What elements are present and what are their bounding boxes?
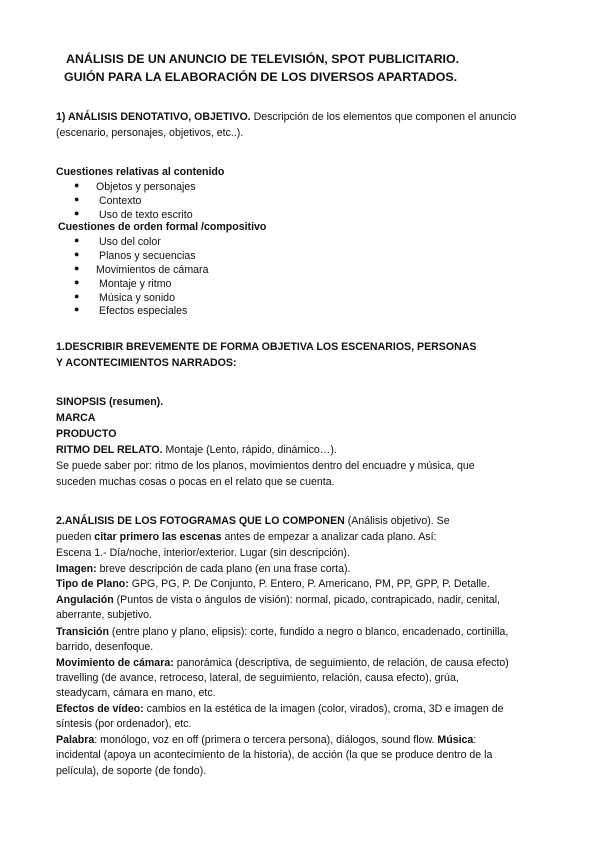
formal-heading: Cuestiones de orden formal /compositivo xyxy=(58,221,267,233)
document-page: ANÁLISIS DE UN ANUNCIO DE TELEVISIÓN, SPOT PUBLICITARIO. GUIÓN PARA LA ELABORACIÓN DE LOS DIVERSOS APARTADOS. 1) ANÁLISIS DENOTATIVO, OBJETIVO. Descripción de los elementos que componen el anuncio (escenario, personajes, objetivos, etc..). Cuestiones relativas al contenido ● Objetos y personajes ● Contexto ● Uso de texto escrito Cuestiones de orden formal /compositivo ● Uso del color ● Planos y secuencias ● Movimientos de cámara ● Montaje y ritmo ● Música y sonido ● Efectos especiales 1.DESCRIBIR BREVEMENTE DE FORMA OBJETIVA LOS ESCENARIOS, PERSONAS Y ACONTECIMIENTOS NARRADOS: SINOPSIS (resumen). MARCA PRODUCTO RITMO DEL RELATO. Montaje (Lento, rápido, dinámico…). Se puede saber por: ritmo de los planos, movimientos dentro del encuadre y música, que suceden muchas cosas o pocas en el relato que se cuenta. 2.ANÁLISIS DE LOS FOTOGRAMAS QUE LO COMPONEN (Análisis objetivo). Se pueden citar primero las escenas antes de empezar a analizar cada plano. Así: Escena 1.- Día/noche, interior/exterior. Lugar (sin descripción). Imagen: breve descripción de cada plano (en una frase corta). Tipo de Plano: GPG, PG, P. De Conjunto, P. Entero, P. Americano, PM, PP, GPP, P. Detalle. Angulación (Puntos de vista o ángulos de visión): normal, picado, contrapicado, nadir, cenital, aberrante, subjetivo. Transición (entre plano y plano, elipsis): corte, fundido a negro o blanco, encadenado, cortinilla, barrido, desenfoque. Movimiento de cámara: panorámica (descriptiva, de seguimiento, de relación, de causa efecto) travelling (de avance, retroceso, lateral, de seguimiento, relación, causa efecto), grúa, steadycam, cámara en mano, etc. Efectos de vídeo: cambios en la estética de la imagen (color, virados), croma, 3D e imagen de síntesis (por ordenador), etc. Palabra: monólogo, voz en off (primera o tercera persona), diálogos, sound flow. Música: incidental (apoya un acontecimiento de la historia), de acción (la que se produce dentro de la película), de soporte (de fondo). xyxy=(56,52,517,777)
musica-line-2: incidental (apoya un acontecimiento de la historia), de acción (la que se produce dentro de la xyxy=(56,749,493,761)
describir-line1: 1.DESCRIBIR BREVEMENTE DE FORMA OBJETIVA LOS ESCENARIOS, PERSONAS xyxy=(56,341,477,353)
movimiento-line-2: travelling (de avance, retroceso, lateral, de seguimiento, relación, causa efecto), grúa, xyxy=(56,672,459,684)
section1-heading: 1) ANÁLISIS DENOTATIVO, OBJETIVO. xyxy=(56,111,251,123)
describir-line2: Y ACONTECIMIENTOS NARRADOS: xyxy=(56,357,237,369)
angulacion-line-2: aberrante, subjetivo. xyxy=(56,609,152,621)
producto-label: PRODUCTO xyxy=(56,428,117,440)
angulacion-line: Angulación (Puntos de vista o ángulos de visión): normal, picado, contrapicado, nadir, cenital, xyxy=(56,594,500,606)
section2-heading: 2.ANÁLISIS DE LOS FOTOGRAMAS QUE LO COMPONEN xyxy=(56,515,345,527)
marca-label: MARCA xyxy=(56,412,96,424)
section1-text-a: Descripción de los elementos que componen el anuncio xyxy=(250,111,517,123)
ritmo-text: Montaje (Lento, rápido, dinámico…). xyxy=(162,444,337,456)
bullet-icon: ● xyxy=(74,235,80,245)
imagen-line: Imagen: breve descripción de cada plano (en una frase corta). xyxy=(56,563,351,575)
bullet-icon: ● xyxy=(74,263,80,273)
document-title-line1: ANÁLISIS DE UN ANUNCIO DE TELEVISIÓN, SPOT PUBLICITARIO. xyxy=(66,52,460,66)
section2-line1: 2.ANÁLISIS DE LOS FOTOGRAMAS QUE LO COMPONEN (Análisis objetivo). Se xyxy=(56,515,450,527)
ritmo-line xyxy=(56,443,337,458)
bullet-icon: ● xyxy=(74,304,80,314)
bullet-icon: ● xyxy=(74,249,80,259)
contenido-heading: Cuestiones relativas al contenido xyxy=(56,166,225,178)
transicion-line-2: barrido, desenfoque. xyxy=(56,641,154,653)
transicion-line: Transición (entre plano y plano, elipsis): corte, fundido a negro o blanco, encadenado, cortinilla, xyxy=(56,626,509,638)
document-title-line2: GUIÓN PARA LA ELABORACIÓN DE LOS DIVERSOS APARTADOS. xyxy=(64,70,458,84)
ritmo-explanation-2: suceden muchas cosas o pocas en el relato que se cuenta. xyxy=(56,476,335,488)
movimiento-line: Movimiento de cámara: panorámica (descriptiva, de seguimiento, de relación, de causa efecto) xyxy=(56,657,509,669)
movimiento-line-3: steadycam, cámara en mano, etc. xyxy=(56,687,216,699)
tipo-plano-line: Tipo de Plano: GPG, PG, P. De Conjunto, P. Entero, P. Americano, PM, PP, GPP, P. Detalle. xyxy=(56,578,490,590)
bullet-icon: ● xyxy=(74,194,80,204)
bullet-icon: ● xyxy=(74,291,80,301)
bullet-icon: ● xyxy=(74,208,80,218)
efectos-line-2: síntesis (por ordenador), etc. xyxy=(56,718,192,730)
section2-escena: Escena 1.- Día/noche, interior/exterior. Lugar (sin descripción). xyxy=(56,547,350,559)
section1-line1 xyxy=(56,110,516,125)
bullet-icon: ● xyxy=(74,277,80,287)
bullet-icon: ● xyxy=(74,180,80,190)
palabra-line: Palabra: monólogo, voz en off (primera o tercera persona), diálogos, sound flow. Música: xyxy=(56,734,477,746)
ritmo-explanation-1: Se puede saber por: ritmo de los planos, movimientos dentro del encuadre y música, que xyxy=(56,460,475,472)
section2-line2: pueden citar primero las escenas antes de empezar a analizar cada plano. Así: xyxy=(56,531,437,543)
ritmo-heading: RITMO DEL RELATO. xyxy=(56,444,163,456)
section1-text-b: (escenario, personajes, objetivos, etc..). xyxy=(56,127,244,139)
musica-line-3: película), de soporte (de fondo). xyxy=(56,765,207,777)
sinopsis-label: SINOPSIS (resumen). xyxy=(56,396,164,408)
efectos-line: Efectos de vídeo: cambios en la estética de la imagen (color, virados), croma, 3D e imagen de xyxy=(56,703,504,715)
